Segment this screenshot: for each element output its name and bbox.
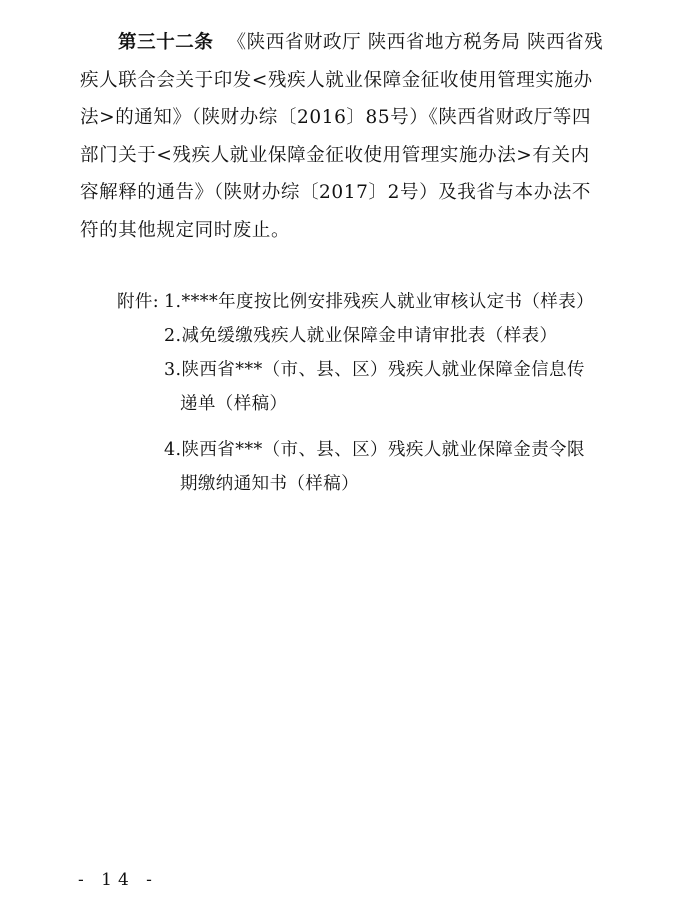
attachment-title: 陕西省***（市、县、区）残疾人就业保障金责令限	[181, 440, 585, 460]
page-number: - 14 -	[78, 870, 158, 890]
attachment-title: ****年度按比例安排残疾人就业审核认定书（样表）	[181, 292, 594, 312]
article-32	[80, 24, 608, 249]
attachment-title: 陕西省***（市、县、区）残疾人就业保障金信息传	[181, 360, 585, 380]
attachment-item	[117, 319, 617, 353]
attachment-title: 减免缓缴残疾人就业保障金申请审批表（样表）	[181, 326, 558, 346]
attachment-title-continued: 期缴纳通知书（样稿）	[180, 474, 359, 494]
article-body: 《陕西省财政厅 陕西省地方税务局 陕西省残疾人联合会关于印发<残疾人就业保障金征收使用管理实施办法>的通知》（陕财办综〔2016〕85号）《陕西省财政厅等四部门关于<残疾人就业保障金征收使用管理实施办法>有关内容解释的通告》（陕财办综〔2017〕2号）及我省与本办法不符的其他规定同时废止。	[80, 32, 604, 241]
attachment-item	[117, 285, 617, 319]
attachment-item	[117, 433, 617, 467]
attachment-number: 2.	[164, 326, 182, 346]
attachment-number: 3.	[164, 360, 182, 380]
attachment-item	[117, 353, 617, 387]
article-heading: 第三十二条	[118, 32, 214, 53]
attachments-list	[117, 285, 617, 501]
attachment-number: 4.	[164, 440, 182, 460]
article-paragraph	[80, 24, 608, 249]
attachment-number: 1.	[164, 292, 182, 312]
attachment-title-continued: 递单（样稿）	[180, 394, 288, 414]
attachments-label: 附件:	[117, 292, 160, 312]
